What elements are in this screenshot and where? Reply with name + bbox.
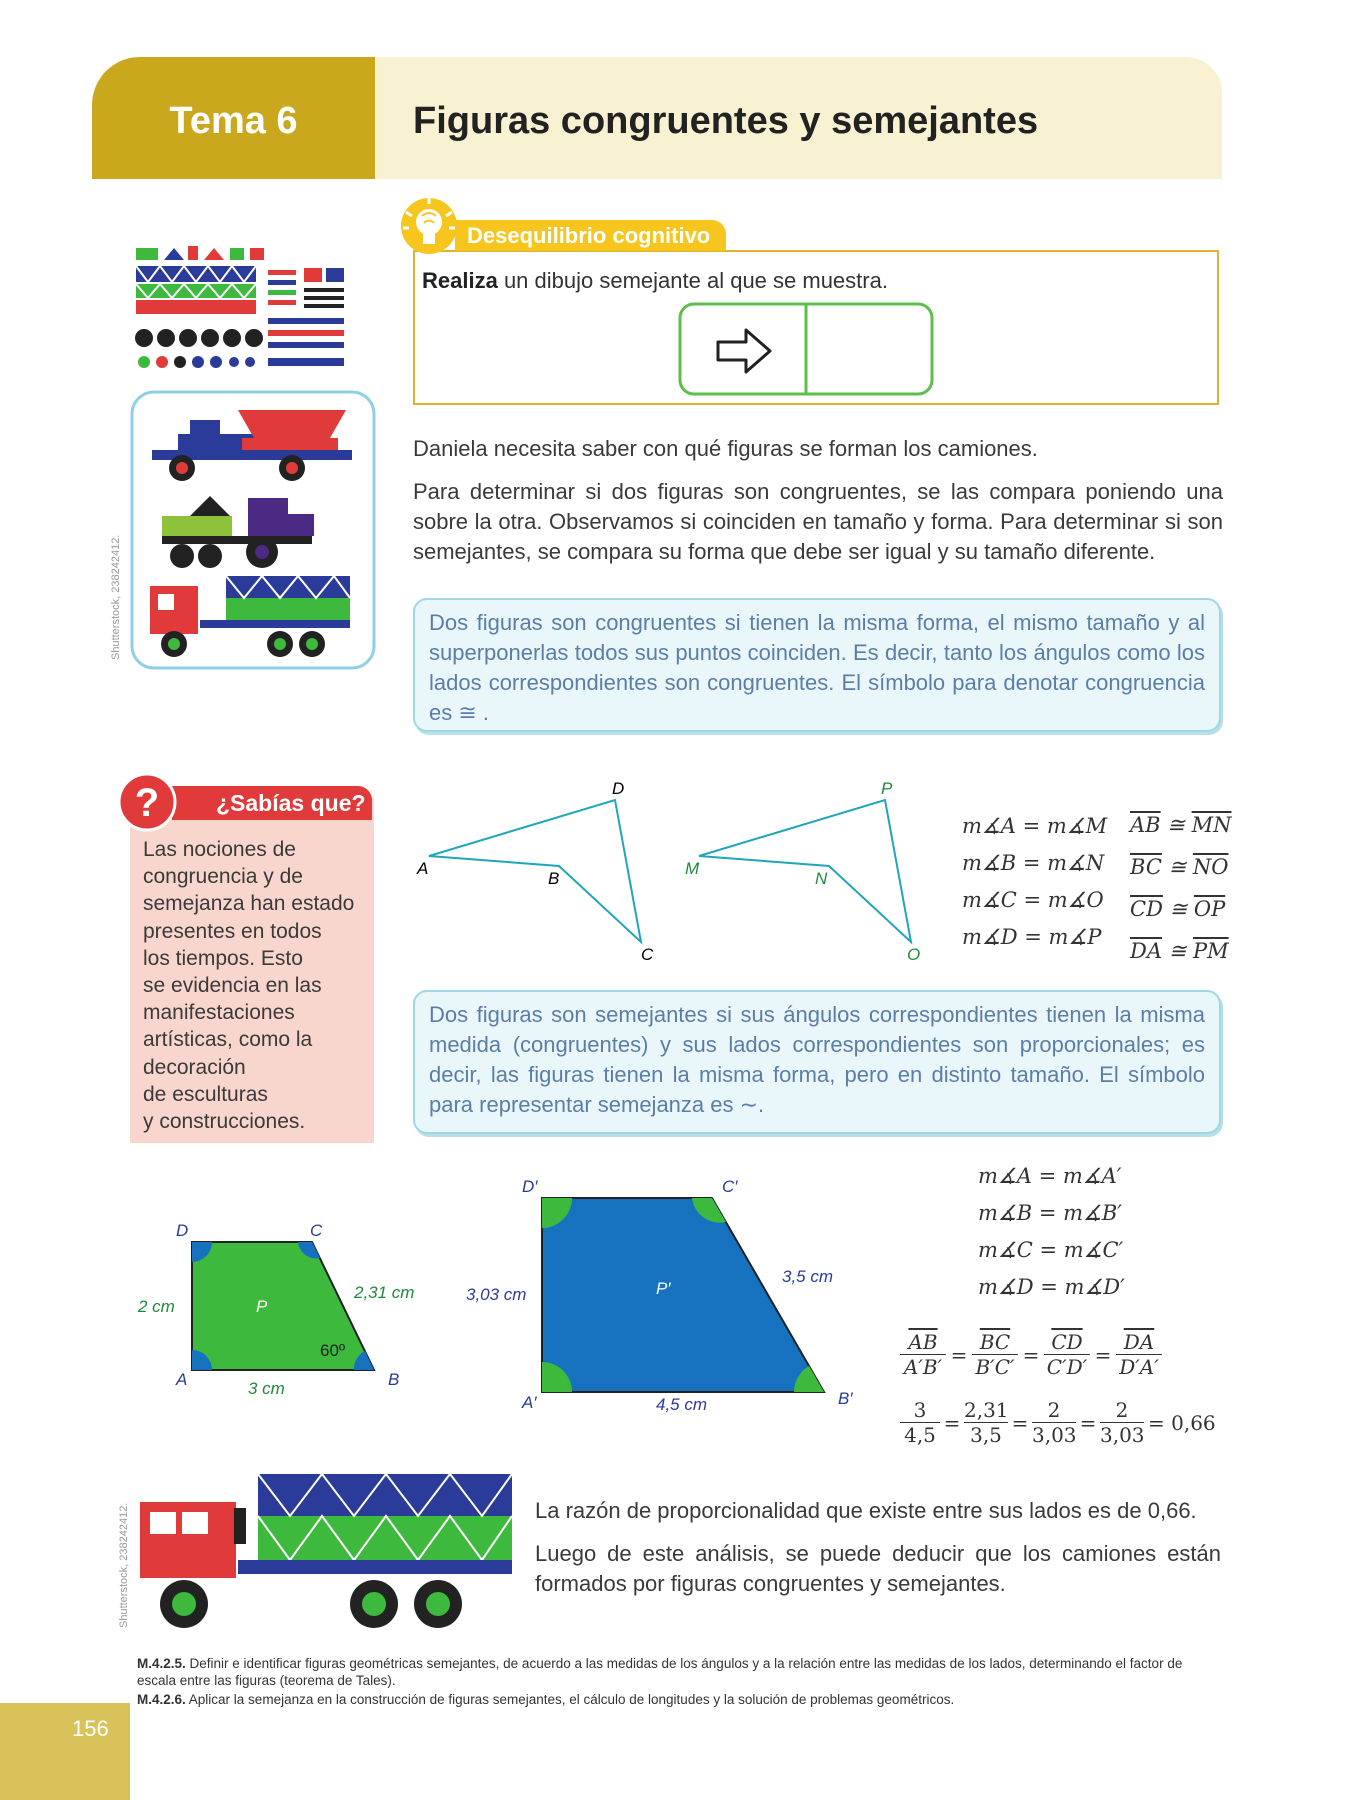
conclusion-paragraph: Luego de este análisis, se puede deducir que los camiones están formados por figuras congruentes y semejantes.: [535, 1541, 1221, 1596]
truck-illustration: [138, 1472, 518, 1632]
side-right-large: 3,5 cm: [782, 1267, 834, 1286]
trapezoid-p: [192, 1242, 374, 1370]
sabias-title: ¿Sabías que?: [172, 786, 372, 820]
similar-figures: [130, 1170, 870, 1430]
skill-m426: M.4.2.6. Aplicar la semejanza en la construcción de figuras semejantes, el cálculo de longitudes y la solución de problemas geométricos.: [137, 1692, 955, 1707]
side-left-small: 2 cm: [138, 1297, 175, 1316]
congruent-angles: m∡A = m∡M m∡B = m∡N m∡C = m∡O m∡D = m∡P: [962, 814, 1108, 949]
similarity-definition: Dos figuras son semejantes si sus ángulos correspondientes tienen la misma medida (congruentes) y sus lados correspondientes son proporcionales; es decir, las figuras tienen la misma forma, pero en distinto tamaño. El símbolo para representar semejanza es ∼.: [413, 990, 1221, 1134]
label-figure-p-prime: P′: [656, 1279, 671, 1298]
desequilibrio-instruction: Realiza un dibujo semejante al que se muestra.: [422, 268, 888, 293]
angle-60: 60º: [320, 1341, 346, 1360]
label-a-small: A: [176, 1370, 188, 1389]
label-n: N: [815, 869, 828, 888]
congruence-definition: Dos figuras son congruentes si tienen la misma forma, el mismo tamaño y al superponerlas todos sus puntos coinciden. Es decir, tanto los ángulos como los lados correspondientes son congruentes. El símbolo para denotar congruencia es ≅ .: [413, 598, 1221, 732]
page-number: 156: [72, 1716, 109, 1741]
label-a: A: [417, 859, 429, 878]
label-b-small: B: [388, 1370, 400, 1389]
side-bottom-large: 4,5 cm: [656, 1395, 708, 1414]
image-credit-bottom: Shutterstock, 238242412.: [118, 1502, 130, 1628]
numeric-ratios: $\frac{3}{4,5}$ = $\frac{2,31}{3,5}$ = $\frac{2}{3,03}$ = $\frac{2}{3,03}$ = 0,66: [900, 1398, 1216, 1447]
label-m: M: [685, 859, 700, 878]
skill-m425: M.4.2.5. Definir e identificar figuras geométricas semejantes, de acuerdo a las medidas de los ángulos y a la relación entre las medidas de los lados, determinando el factor de escala entre las figuras (teorema de Tales).: [137, 1656, 1183, 1688]
side-left-large: 3,03 cm: [466, 1285, 527, 1304]
label-c-small: C: [310, 1221, 323, 1240]
label-c: C: [641, 945, 654, 964]
label-p: P: [881, 779, 893, 798]
similar-drawing-grid: [678, 302, 934, 396]
explanation-paragraph: Para determinar si dos figuras son congruentes, se las compara poniendo una sobre la otra. Observamos si coinciden en tamaño y forma. Para determinar si son semejantes, se compara su forma que debe ser igual y su tamaño diferente.: [413, 479, 1223, 564]
symbolic-ratios: $\frac{\overline{AB}}{A'B'}$ = $\frac{\overline{BC}}{B'C'}$ = $\frac{\overline{CD}}{C'D'}$ = $\frac{\overline{DA}}{D'A'}$: [900, 1330, 1162, 1379]
page-number-band: [0, 1703, 130, 1800]
shape-patterns-illustration: [128, 240, 378, 385]
lightbulb-icon: [398, 196, 460, 256]
label-b-prime: B′: [838, 1389, 853, 1408]
svg-text:?: ?: [134, 781, 160, 825]
desequilibrio-tab: Desequilibrio cognitivo: [455, 220, 726, 251]
page-title: Figuras congruentes y semejantes: [413, 100, 1039, 142]
label-a-prime: A′: [522, 1393, 537, 1412]
label-o: O: [907, 945, 921, 964]
label-c-prime: C′: [722, 1177, 738, 1196]
quadrilateral-mnop: [699, 800, 911, 942]
intro-paragraph: Daniela necesita saber con qué figuras se forman los camiones.: [413, 436, 1038, 461]
ratio-paragraph: La razón de proporcionalidad que existe entre sus lados es de 0,66.: [535, 1498, 1197, 1523]
quadrilateral-abcd: [429, 800, 641, 942]
similar-angles: m∡A = m∡A′ m∡B = m∡B′ m∡C = m∡C′ m∡D = m∡D′: [978, 1164, 1125, 1299]
sabias-text: Las nociones de congruencia y de semejanza han estado presentes en todos los tiempos. Esto se evidencia en las manifestaciones artísticas, como la decoración de esculturas y construcciones.: [143, 838, 355, 1134]
side-right-small: 2,31 cm: [354, 1283, 415, 1302]
label-b: B: [548, 869, 560, 888]
label-d-small: D: [176, 1221, 189, 1240]
image-credit: Shutterstock, 238242412.: [110, 534, 122, 660]
label-figure-p: P: [256, 1297, 268, 1316]
label-d: D: [612, 779, 625, 798]
congruent-sides: $\overline{AB}$ ≅ $\overline{MN}$ $\overline{BC}$ ≅ $\overline{NO}$ $\overline{CD}$ ≅ $\overline{OP}$ $\overline{DA}$ ≅ $\overline{PM}$: [1130, 813, 1232, 963]
trapezoid-p-prime: [542, 1198, 824, 1392]
label-d-prime: D′: [522, 1177, 538, 1196]
congruent-figures: [415, 770, 935, 970]
question-icon: [117, 772, 179, 832]
tema-number: Tema 6: [169, 100, 298, 142]
trucks-illustration: [130, 390, 376, 670]
side-bottom-small: 3 cm: [248, 1379, 285, 1398]
